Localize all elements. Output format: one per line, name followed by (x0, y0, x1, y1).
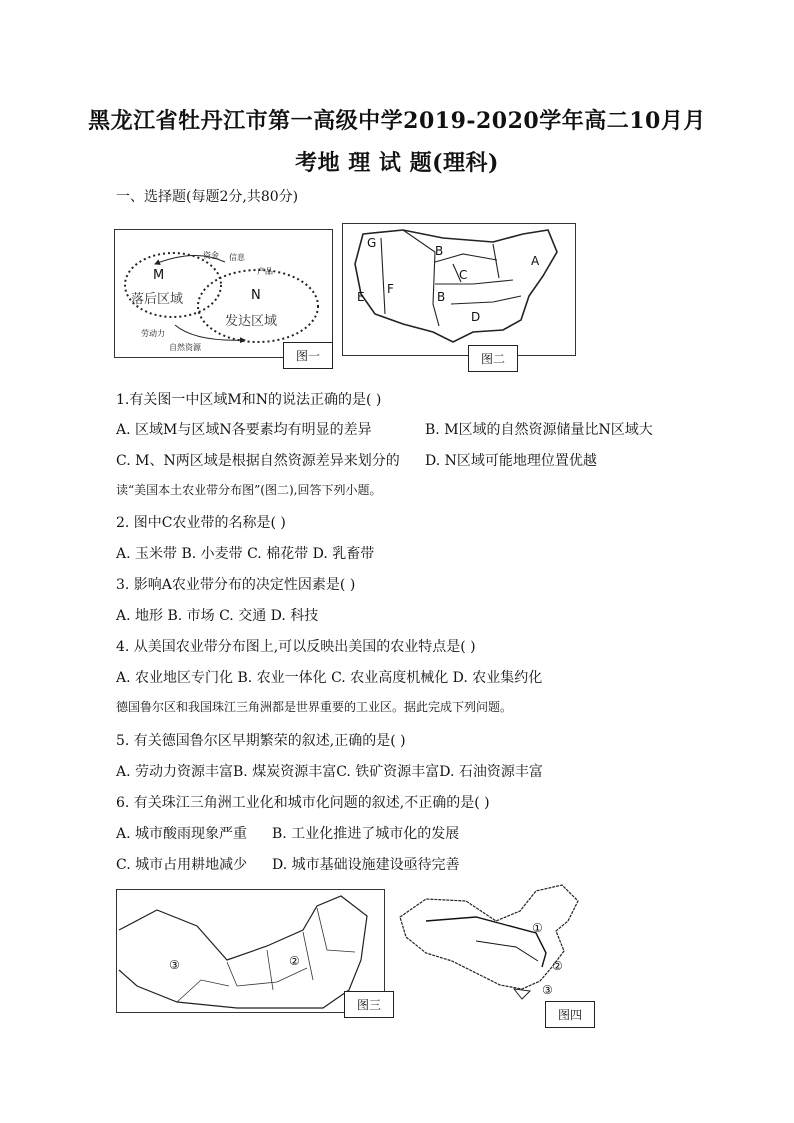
question-1-stem: 1.有关图一中区域M和N的说法正确的是( ) (116, 392, 382, 408)
figure1-regional-diagram (114, 229, 333, 358)
region-n-label: N (251, 288, 261, 303)
figure1-caption: 图一 (283, 342, 333, 369)
page-title-line1: 黑龙江省牡丹江市第一高级中学2019-2020学年高二10月月 (88, 108, 706, 134)
question-5-stem: 5. 有关德国鲁尔区早期繁荣的叙述,正确的是( ) (116, 733, 406, 749)
flow-resources-label: 自然资源 (169, 343, 201, 352)
q2-options: A. 玉米带 B. 小麦带 C. 棉花带 D. 乳畜带 (116, 546, 375, 562)
flow-labor-label: 劳动力 (141, 329, 165, 338)
q6-option-a: A. 城市酸雨现象严重 (116, 826, 248, 842)
figure2-caption: 图二 (468, 345, 518, 372)
q1-option-c: C. M、N两区域是根据自然资源差异来划分的 (116, 453, 400, 469)
intro-industrial: 德国鲁尔区和我国珠江三角洲都是世界重要的工业区。据此完成下列问题。 (116, 700, 513, 714)
fig4-marker-3: ③ (542, 983, 553, 997)
figure4-caption: 图四 (545, 1001, 595, 1028)
region-a: A (531, 254, 540, 268)
region-b-north: B (435, 244, 444, 258)
fig3-marker-2: ② (289, 954, 300, 968)
question-3-stem: 3. 影响A农业带分布的决定性因素是( ) (116, 577, 356, 593)
q4-options: A. 农业地区专门化 B. 农业一体化 C. 农业高度机械化 D. 农业集约化 (116, 670, 543, 686)
q6-option-d: D. 城市基础设施建设亟待完善 (272, 857, 460, 873)
figure2-us-agri-map (342, 223, 576, 356)
region-m-outline (125, 253, 221, 317)
q5-options: A. 劳动力资源丰富B. 煤炭资源丰富C. 铁矿资源丰富D. 石油资源丰富 (116, 764, 543, 780)
intro-figure2: 读“美国本土农业带分布图”(图二),回答下列小题。 (116, 483, 382, 497)
region-n-name: 发达区域 (225, 314, 278, 329)
region-g: G (367, 236, 377, 250)
region-e: E (357, 290, 365, 304)
region-m-name: 落后区域 (131, 292, 184, 307)
figure2-svg (343, 224, 575, 355)
section-heading: 一、选择题(每题2分,共80分) (116, 189, 299, 205)
question-4-stem: 4. 从美国农业带分布图上,可以反映出美国的农业特点是( ) (116, 639, 476, 655)
figure4-china-map (396, 881, 584, 1007)
flow-info-label: 信息 (229, 253, 245, 262)
q6-option-c: C. 城市占用耕地减少 (116, 857, 248, 873)
flow-product-label: 产品 (257, 267, 273, 276)
q1-option-b: B. M区域的自然资源储量比N区域大 (425, 422, 653, 438)
question-6-stem: 6. 有关珠江三角洲工业化和城市化问题的叙述,不正确的是( ) (116, 795, 490, 811)
fig4-marker-1: ① (532, 921, 543, 935)
fig4-marker-2: ② (552, 959, 563, 973)
region-d: D (471, 310, 481, 324)
figure3-caption: 图三 (344, 991, 394, 1018)
region-m-label: M (153, 268, 165, 283)
region-f: F (387, 282, 394, 296)
region-n-outline (198, 270, 318, 342)
region-b-south: B (437, 290, 446, 304)
fig3-marker-3: ③ (169, 958, 180, 972)
figure4-svg (396, 881, 584, 1007)
page-title-line2: 考地 理 试 题(理科) (295, 150, 499, 176)
q6-option-b: B. 工业化推进了城市化的发展 (272, 826, 460, 842)
q1-option-d: D. N区域可能地理位置优越 (425, 453, 597, 469)
q1-option-a: A. 区域M与区域N各要素均有明显的差异 (116, 422, 372, 438)
flow-capital-label: 资金 (203, 251, 219, 260)
q3-options: A. 地形 B. 市场 C. 交通 D. 科技 (116, 608, 319, 624)
question-2-stem: 2. 图中C农业带的名称是( ) (116, 515, 286, 531)
region-c: C (459, 268, 468, 282)
